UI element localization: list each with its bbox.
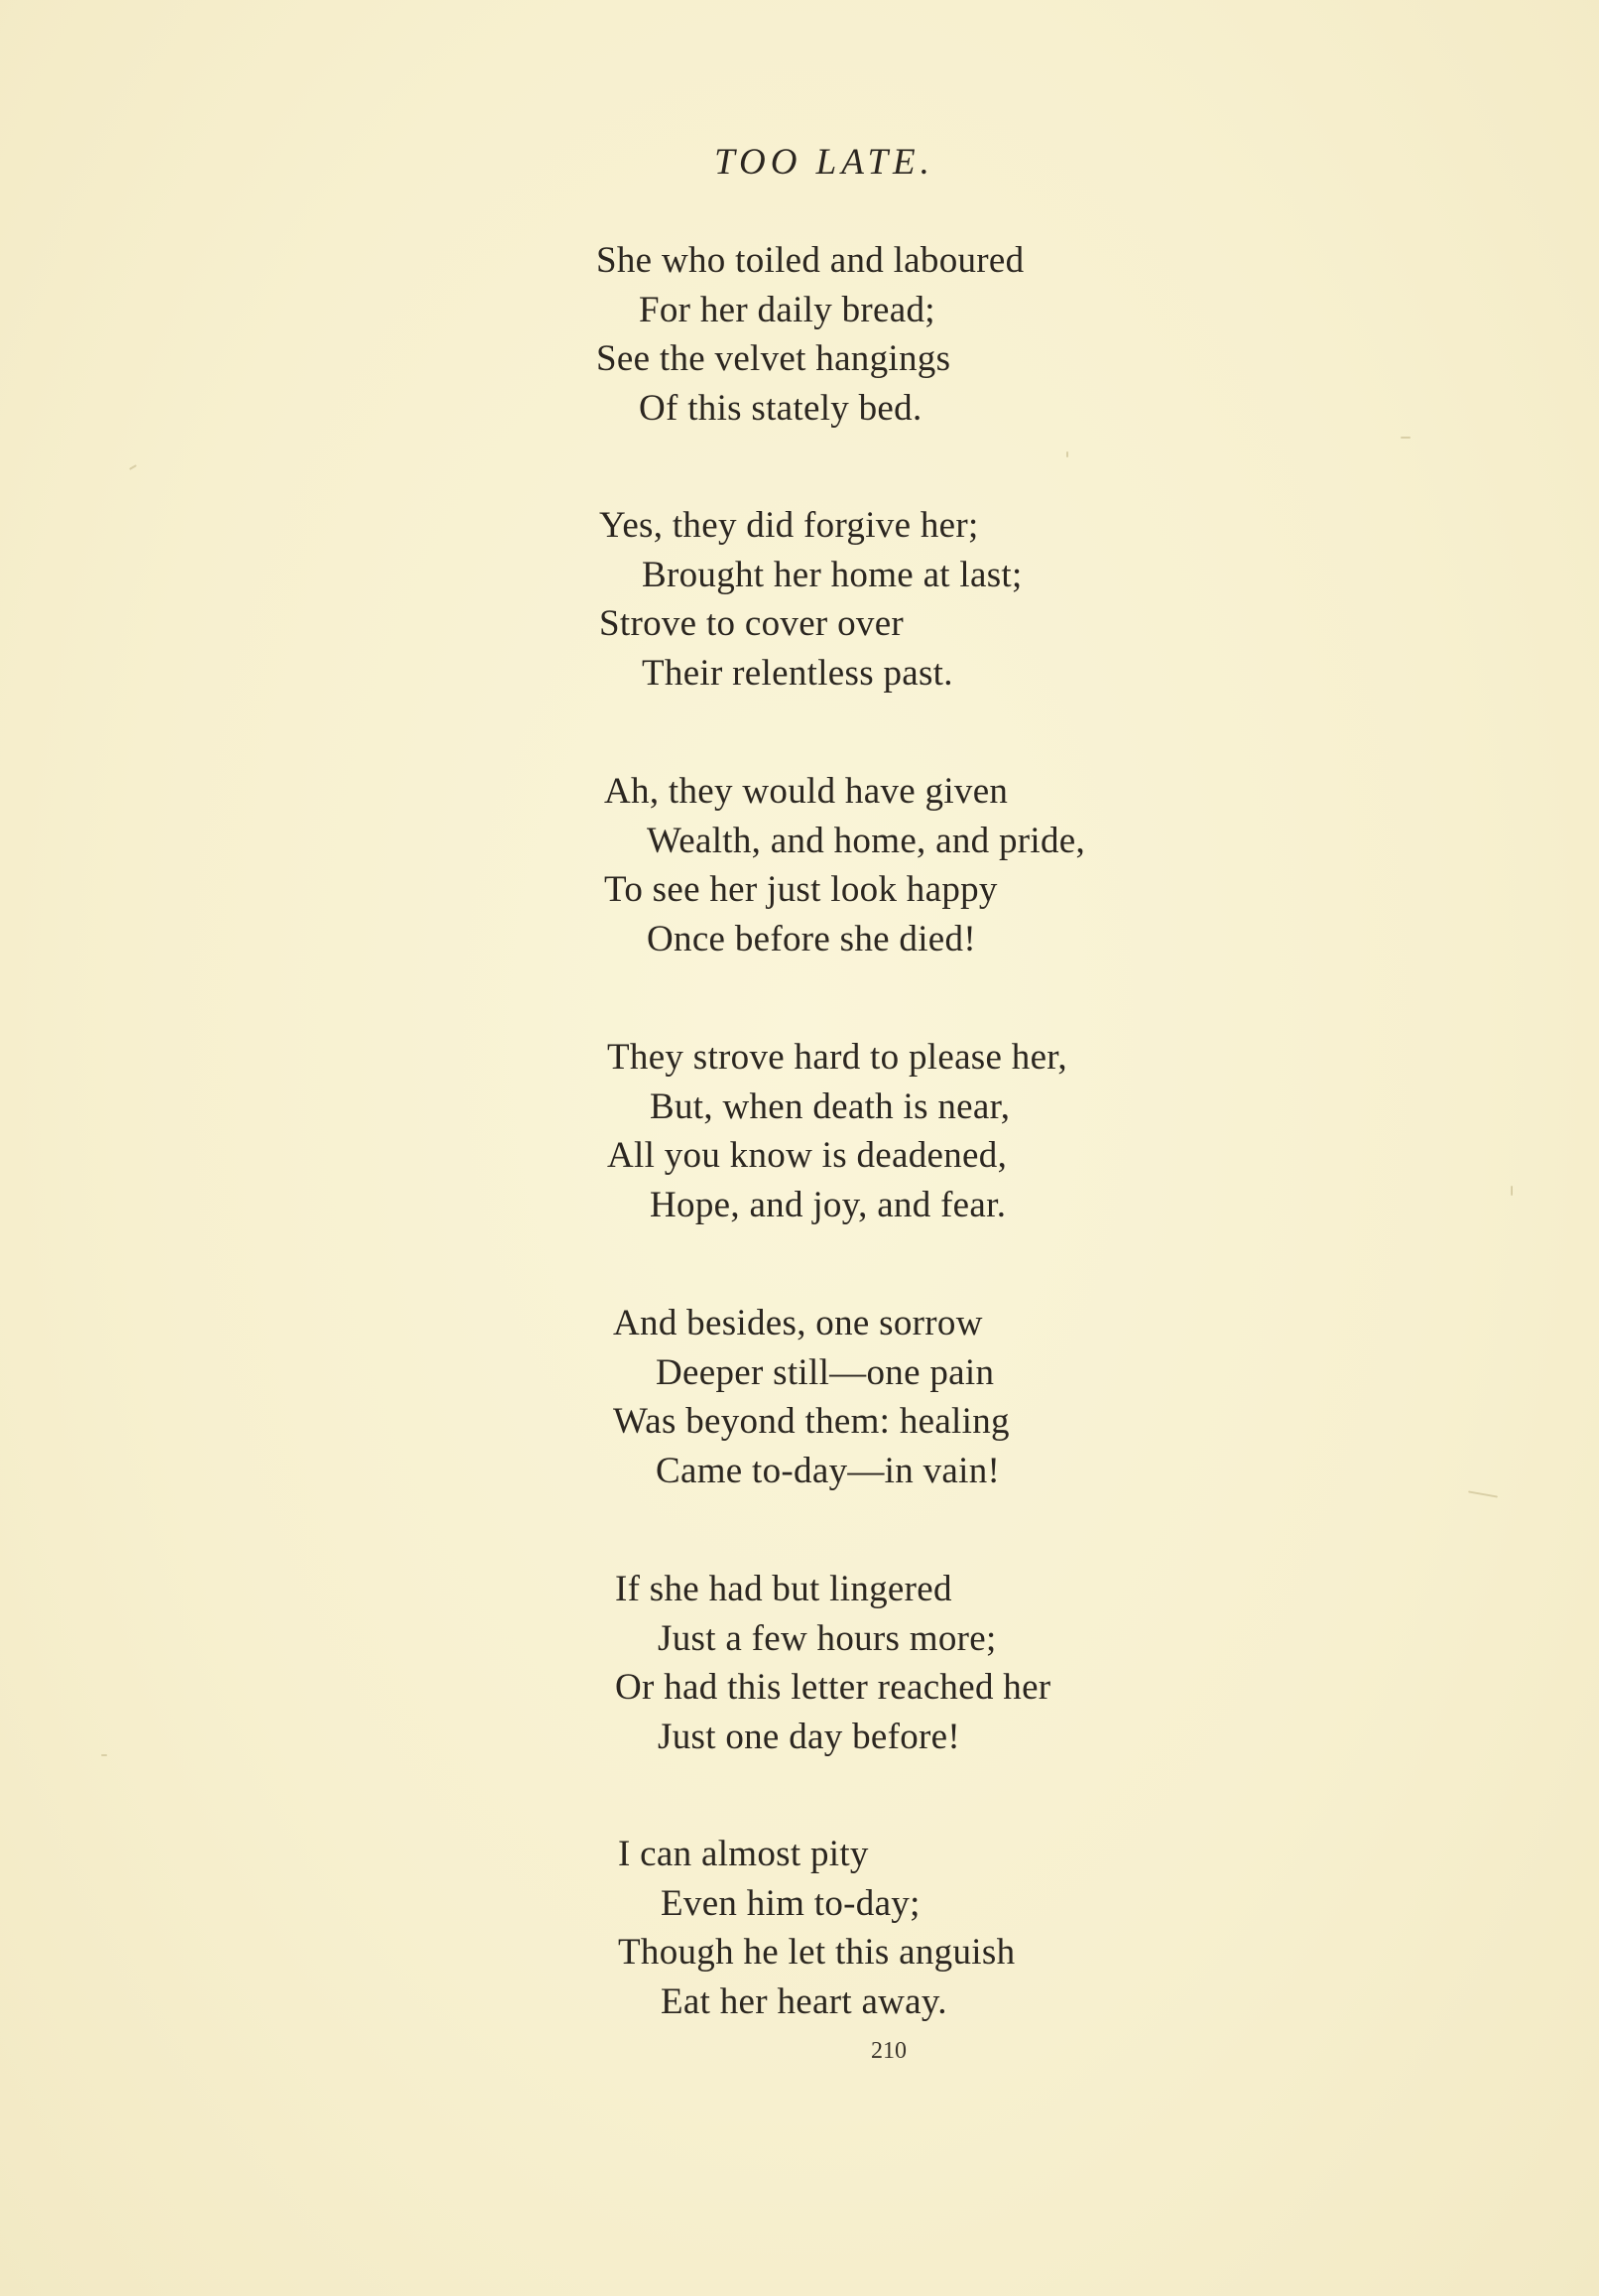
poem-line: Deeper still—one pain <box>656 1351 995 1393</box>
poem-line: Ah, they would have given <box>604 771 1009 812</box>
poem-line: See the velvet hangings <box>596 338 951 379</box>
poem-line: Strove to cover over <box>599 603 905 644</box>
stanza-5 <box>613 1299 1426 1495</box>
poem-line: Of this stately bed. <box>639 387 922 429</box>
poem-line: Once before she died! <box>647 918 976 959</box>
poem-line: If she had but lingered <box>615 1569 952 1609</box>
poem-line: Their relentless past. <box>642 652 953 694</box>
paper-speck <box>1468 1490 1498 1497</box>
poem-line: Though he let this anguish <box>618 1932 1016 1973</box>
poem-line: Brought her home at last; <box>642 554 1023 595</box>
page-title: TOO LATE. <box>714 142 934 183</box>
paper-speck <box>1401 437 1411 439</box>
poem-line: And besides, one sorrow <box>613 1303 983 1343</box>
poem-line: Or had this letter reached her <box>615 1667 1051 1708</box>
poem-line: Eat her heart away. <box>661 1980 947 2022</box>
poem-line: All you know is deadened, <box>607 1135 1008 1176</box>
poem-line: Just one day before! <box>658 1716 960 1757</box>
stanza-4 <box>607 1033 1420 1229</box>
poem-line: They strove hard to please her, <box>607 1037 1067 1078</box>
stanza-3 <box>604 767 1417 963</box>
poem-line: Came to-day—in vain! <box>656 1450 1001 1491</box>
paper-speck <box>1066 451 1068 457</box>
poem-line: Even him to-day; <box>661 1882 921 1924</box>
stanza-1 <box>596 236 1410 433</box>
poem-line: Wealth, and home, and pride, <box>647 820 1086 861</box>
paper-speck <box>101 1754 107 1756</box>
stanza-7 <box>618 1830 1431 2026</box>
stanza-2 <box>599 501 1413 698</box>
poem-line: But, when death is near, <box>650 1085 1011 1127</box>
poem-line: To see her just look happy <box>604 869 998 910</box>
stanza-6 <box>615 1565 1428 1761</box>
paper-speck <box>129 464 137 470</box>
poem-line: Hope, and joy, and fear. <box>650 1184 1007 1225</box>
page-number: 210 <box>871 2038 907 2064</box>
poem-line: For her daily bread; <box>639 289 935 330</box>
poem-line: Just a few hours more; <box>658 1617 997 1659</box>
poem-line: She who toiled and laboured <box>596 240 1025 281</box>
poem-line: I can almost pity <box>618 1834 869 1874</box>
poem-line: Yes, they did forgive her; <box>599 505 979 546</box>
paper-speck <box>1511 1186 1513 1196</box>
poem-line: Was beyond them: healing <box>613 1401 1010 1442</box>
